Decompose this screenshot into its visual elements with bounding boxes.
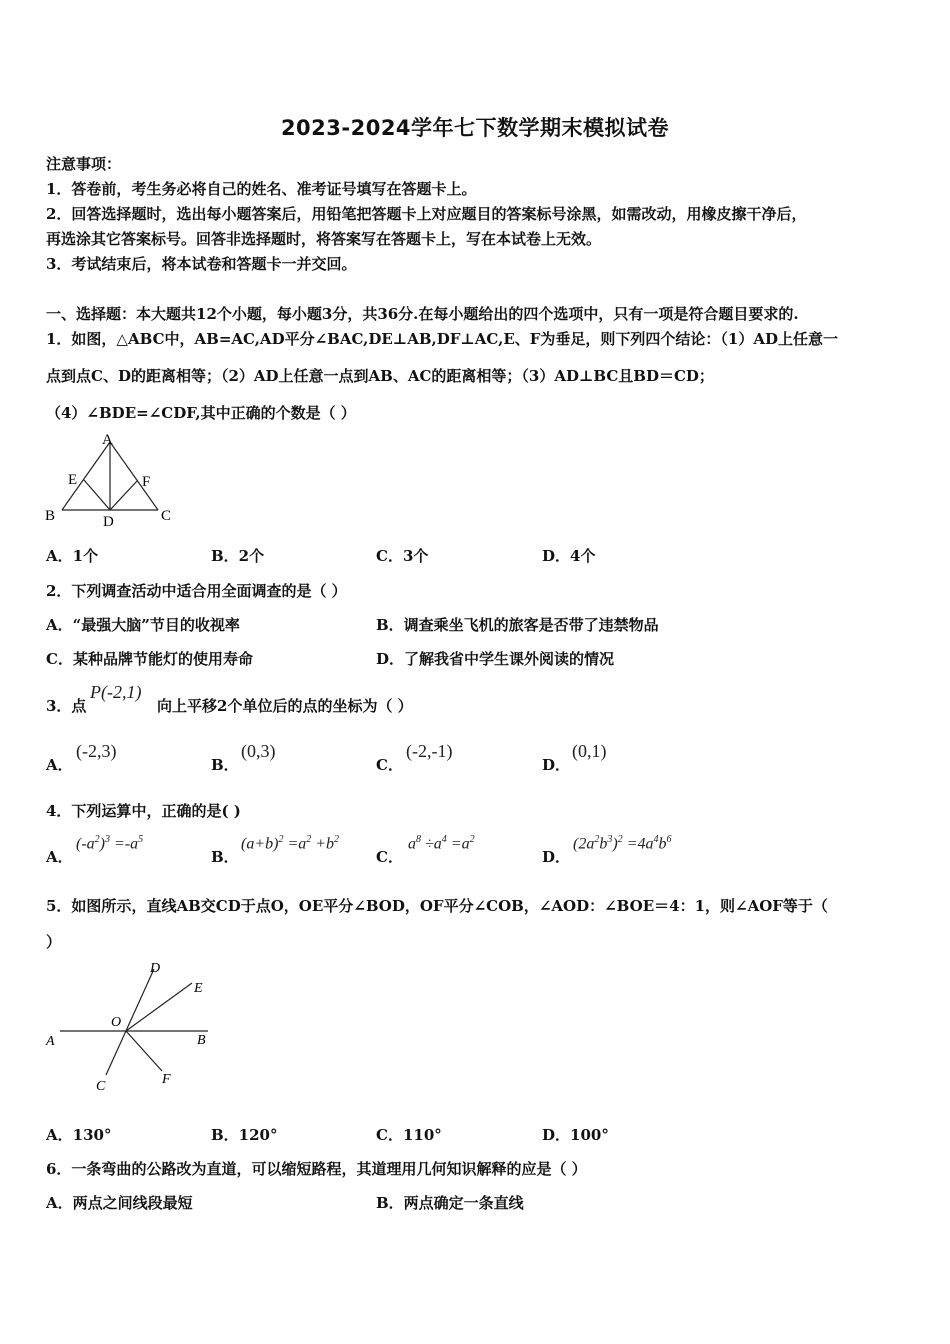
q1-label-c: C <box>161 508 172 524</box>
q1-option-c: C．3个 <box>376 547 429 565</box>
q4d-part: b <box>658 835 667 853</box>
q4a-part: ) <box>99 835 105 853</box>
q4b-part: +b <box>311 835 335 853</box>
q3-option-c-value: (-2,-1) <box>406 741 453 761</box>
q4c-exp: 2 <box>469 834 475 845</box>
q1-option-d: D．4个 <box>542 547 596 565</box>
q3-option-d-label: D． <box>542 756 571 774</box>
q6-option-b: B．两点确定一条直线 <box>376 1194 524 1212</box>
q1-side-ac <box>110 442 158 510</box>
q2-option-d: D．了解我省中学生课外阅读的情况 <box>376 650 615 668</box>
q5-stem-line2: ） <box>46 933 62 951</box>
q3-prefix: 3．点 <box>46 697 87 715</box>
q4c-exp: 8 <box>416 834 421 845</box>
exam-title: 2023-2024学年七下数学期末模拟试卷 <box>280 116 670 140</box>
q4d-exp: 6 <box>666 834 672 845</box>
q1-label-e: E <box>68 472 78 488</box>
q1-label-f: F <box>142 474 151 490</box>
q4d-exp: 2 <box>617 834 623 845</box>
q1-label-a: A <box>102 432 113 448</box>
q3-option-c-label: C． <box>376 756 403 774</box>
q4d-part: (2a <box>573 835 595 853</box>
q1-option-b: B．2个 <box>211 547 265 565</box>
q4c-part: =a <box>446 835 470 853</box>
notice-item-1: 1．答卷前，考生务必将自己的姓名、准考证号填写在答题卡上。 <box>46 180 477 198</box>
q4d-part: b <box>599 835 608 853</box>
q5-ray-oe <box>126 983 192 1031</box>
q3-option-a-label: A． <box>46 756 73 774</box>
q5-lines-figure <box>40 955 220 1095</box>
q3-suffix: 向上平移2个单位后的点的坐标为（ ） <box>157 697 413 715</box>
q5-ray-of <box>126 1031 162 1071</box>
q4b-exp: 2 <box>334 834 340 845</box>
q4b-part: =a <box>283 835 307 853</box>
q5-label-f: F <box>162 1072 171 1087</box>
q5-label-e: E <box>194 981 203 996</box>
q4a-exp: 3 <box>104 834 110 845</box>
q4a-exp: 2 <box>94 834 100 845</box>
q4a-part: (-a <box>76 835 95 853</box>
q4d-exp: 3 <box>607 834 613 845</box>
q4-option-c-expr <box>408 834 475 853</box>
q4-option-c-label: C． <box>376 848 403 866</box>
q5-label-o: O <box>111 1015 122 1030</box>
q2-option-b: B．调查乘坐飞机的旅客是否带了违禁物品 <box>376 616 659 634</box>
q5-stem-line1: 5．如图所示，直线AB交CD于点O，OE平分∠BOD，OF平分∠COB，∠AOD：∠BOE＝4：1，则∠AOF等于（ <box>46 897 828 915</box>
q4b-exp: 2 <box>278 834 284 845</box>
q6-stem: 6．一条弯曲的公路改为直道，可以缩短路程，其道理用几何知识解释的应是（ ） <box>46 1160 587 1178</box>
q4c-part: a <box>408 835 416 853</box>
q4d-part: =4a <box>622 835 654 853</box>
q3-option-a-value: (-2,3) <box>76 741 117 761</box>
q4c-part: ÷a <box>421 835 442 853</box>
q5-option-c: C．110° <box>376 1126 442 1144</box>
q4d-exp: 2 <box>594 834 600 845</box>
q4c-exp: 4 <box>441 834 447 845</box>
q1-stem-line3: （4）∠BDE=∠CDF,其中正确的个数是（ ） <box>46 404 356 422</box>
q1-stem-line2: 点到点C、D的距离相等；（2）AD上任意一点到AB、AC的距离相等；（3）AD⊥BC且BD＝CD； <box>46 367 714 385</box>
q1-segment-de <box>84 480 110 510</box>
q1-segment-df <box>110 481 137 510</box>
q2-option-a: A．“最强大脑”节目的收视率 <box>46 616 240 634</box>
q4a-exp: 5 <box>138 834 144 845</box>
q5-label-a: A <box>46 1034 55 1049</box>
q4-stem: 4．下列运算中，正确的是( ) <box>46 802 241 820</box>
q1-triangle-figure <box>40 430 190 530</box>
q5-label-c: C <box>96 1079 106 1094</box>
notice-heading: 注意事项： <box>46 155 122 173</box>
q4b-exp: 2 <box>306 834 312 845</box>
q4-option-d-label: D． <box>542 848 571 866</box>
q1-label-d: D <box>103 514 114 530</box>
q4-option-a-expr <box>76 834 143 853</box>
notice-item-2: 2．回答选择题时，选出每小题答案后，用铅笔把答题卡上对应题目的答案标号涂黑，如需改动，用橡皮擦干净后， <box>46 205 807 223</box>
q4-option-a-label: A． <box>46 848 73 866</box>
q1-option-a: A．1个 <box>46 547 99 565</box>
q4-option-d-expr <box>573 834 671 853</box>
q4a-part: =-a <box>109 835 139 853</box>
q4d-exp: 4 <box>653 834 659 845</box>
q2-stem: 2．下列调查活动中适合用全面调查的是（ ） <box>46 582 347 600</box>
q5-option-a: A．130° <box>46 1126 112 1144</box>
section-heading: 一、选择题：本大题共12个小题，每小题3分，共36分.在每小题给出的四个选项中，只有一项是符合题目要求的. <box>46 305 799 323</box>
q3-option-b-label: B． <box>211 756 239 774</box>
q5-label-b: B <box>197 1033 206 1048</box>
q1-label-b: B <box>45 508 56 524</box>
q5-option-d: D．100° <box>542 1126 609 1144</box>
q4-option-b-expr <box>241 834 339 853</box>
q2-option-c: C．某种品牌节能灯的使用寿命 <box>46 650 253 668</box>
q5-label-d: D <box>150 961 161 976</box>
q5-option-b: B．120° <box>211 1126 278 1144</box>
notice-item-3: 3．考试结束后，将本试卷和答题卡一并交回。 <box>46 255 357 273</box>
notice-item-2-cont: 再选涂其它答案标号。回答非选择题时，将答案写在答题卡上，写在本试卷上无效。 <box>46 230 602 248</box>
q3-option-d-value: (0,1) <box>572 741 607 761</box>
q4b-part: (a+b) <box>241 835 279 853</box>
q4d-part: ) <box>612 835 618 853</box>
q3-point: P(-2,1) <box>90 682 142 702</box>
q6-option-a: A．两点之间线段最短 <box>46 1194 193 1212</box>
q1-stem-line1: 1．如图，△ABC中，AB=AC,AD平分∠BAC,DE⊥AB,DF⊥AC,E、F为垂足，则下列四个结论：（1）AD上任意一 <box>46 330 838 348</box>
q3-option-b-value: (0,3) <box>241 741 276 761</box>
q4-option-b-label: B． <box>211 848 239 866</box>
